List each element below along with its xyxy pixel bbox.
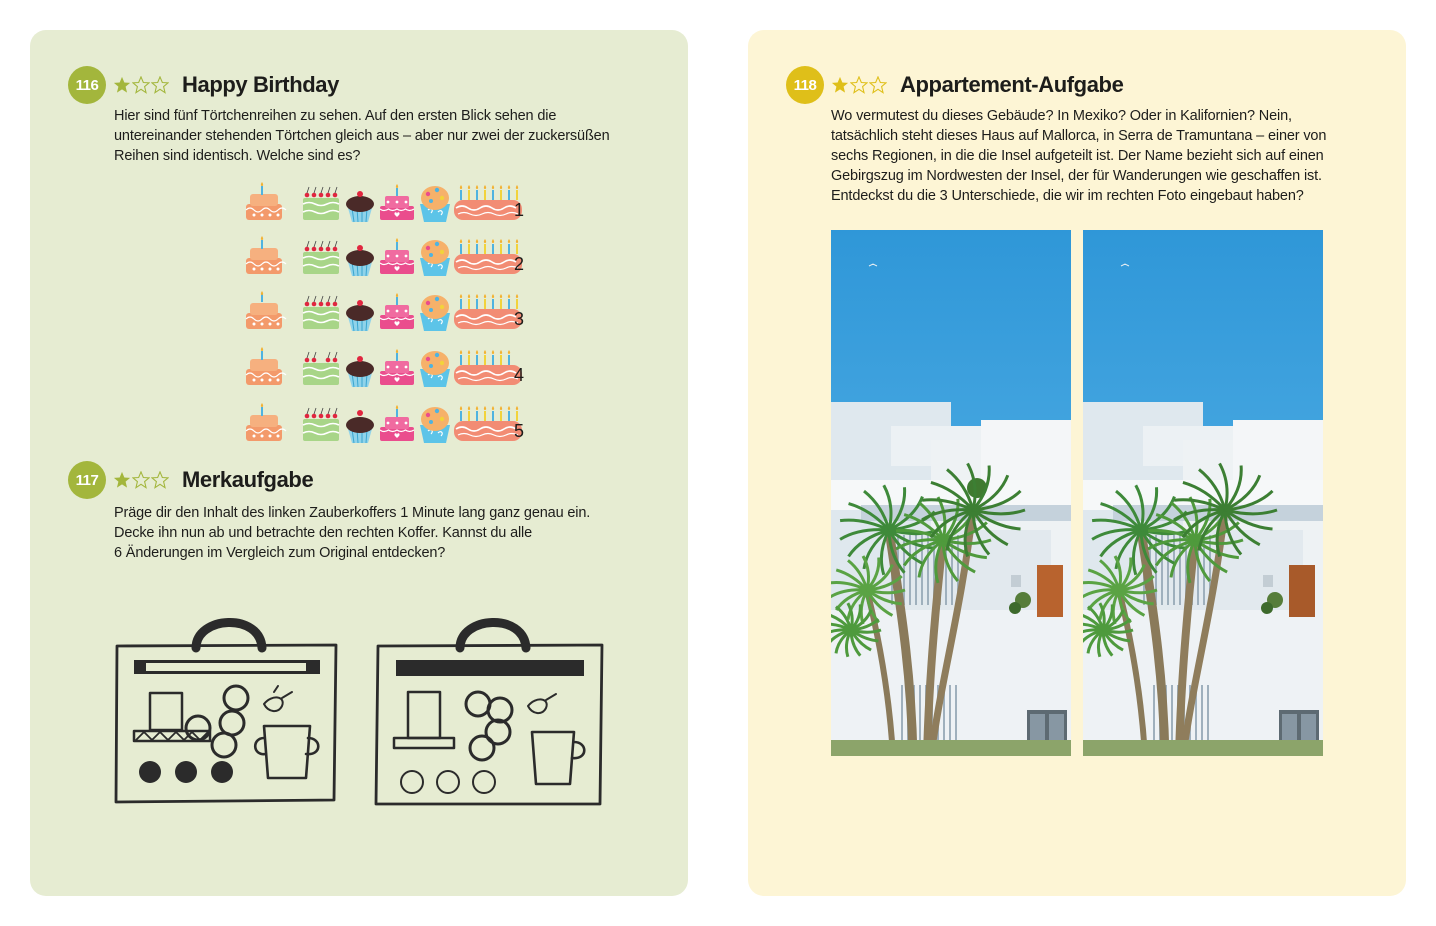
text-line: Entdeckst du die 3 Unterschiede, die wir im rechten Foto eingebaut haben? (831, 188, 1304, 204)
puzzle-116-description (114, 106, 610, 166)
difficulty-stars (831, 74, 887, 96)
star-outline-icon (869, 76, 887, 94)
star-outline-icon (151, 471, 169, 489)
text-line: sechs Regionen, in die die Insel aufgeteilt ist. Der Name bezieht sich auf einen (831, 148, 1324, 164)
cake-row-4 (228, 347, 528, 391)
text-line: Präge dir den Inhalt des linken Zauberkoffers 1 Minute lang ganz genau ein. (114, 505, 591, 521)
cake-row-illustration (228, 182, 524, 226)
cake-row-3 (228, 291, 528, 335)
left-page (30, 30, 688, 896)
puzzle-118-header (786, 66, 1123, 104)
text-line: Wo vermutest du dieses Gebäude? In Mexiko? Oder in Kalifornien? Nein, (831, 108, 1292, 124)
star-filled-icon (831, 76, 849, 94)
difficulty-stars (113, 74, 169, 96)
cake-row-illustration (228, 236, 524, 280)
text-line: Hier sind fünf Törtchenreihen zu sehen. Auf den ersten Blick sehen die (114, 108, 557, 124)
star-outline-icon (850, 76, 868, 94)
row-number: 4 (514, 365, 525, 385)
puzzle-number-badge: 117 (68, 461, 106, 499)
left-suitcase (116, 622, 336, 802)
puzzle-number-badge: 118 (786, 66, 824, 104)
text-line: Decke ihn nun ab und betrachte den rechten Koffer. Kannst du alle (114, 525, 533, 541)
star-outline-icon (132, 76, 150, 94)
suitcase-drawings (114, 608, 606, 813)
cake-row-2 (228, 236, 528, 280)
star-filled-icon (113, 471, 131, 489)
puzzle-title: Merkaufgabe (182, 467, 314, 492)
row-number: 2 (514, 254, 525, 274)
cake-row-illustration (228, 403, 524, 447)
text-line: tatsächlich steht dieses Haus auf Mallorca, in Serra de Tramuntana – einer von (831, 128, 1327, 144)
puzzle-117-description (114, 503, 590, 563)
right-page (748, 30, 1406, 896)
puzzle-number-badge: 116 (68, 66, 106, 104)
puzzle-117-header (68, 461, 313, 499)
row-number: 3 (514, 309, 525, 329)
cake-row-5 (228, 403, 528, 447)
star-filled-icon (113, 76, 131, 94)
star-outline-icon (132, 471, 150, 489)
puzzle-title: Happy Birthday (182, 72, 339, 97)
right-suitcase (376, 622, 602, 804)
text-line: 6 Änderungen im Vergleich zum Original entdecken? (114, 545, 446, 561)
text-line: Reihen sind identisch. Welche sind es? (114, 148, 361, 164)
cake-row-1 (228, 182, 528, 226)
star-outline-icon (151, 76, 169, 94)
cake-row-illustration (228, 347, 524, 391)
cake-row-illustration (228, 291, 524, 335)
difficulty-stars (113, 469, 169, 491)
building-photo-illustration (831, 230, 1071, 756)
building-photo-illustration (1083, 230, 1323, 756)
photo-modified (1083, 230, 1323, 756)
puzzle-title: Appartement-Aufgabe (900, 72, 1124, 97)
row-number: 5 (514, 421, 525, 441)
row-number: 1 (514, 200, 525, 220)
puzzle-116-header (68, 66, 339, 104)
text-line: Gebirgszug im Nordwesten der Insel, der für Wanderungen wie geschaffen ist. (831, 168, 1322, 184)
text-line: untereinander stehenden Törtchen gleich aus – aber nur zwei der zuckersüßen (114, 128, 610, 144)
photo-original (831, 230, 1071, 756)
suitcase-comparison-illustration (114, 608, 606, 808)
puzzle-118-description (831, 106, 1326, 206)
